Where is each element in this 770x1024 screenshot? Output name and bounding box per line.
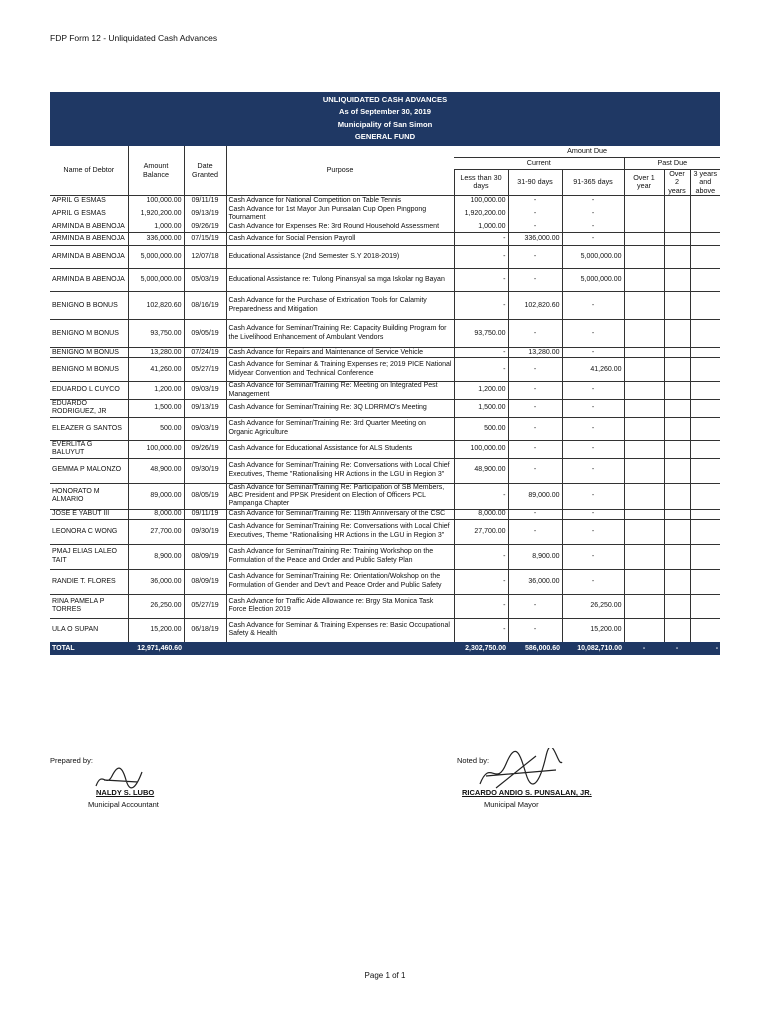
d91-365-value: - [562,440,624,458]
three-years-above-value [690,594,720,618]
table-row [50,483,720,509]
date-granted: 06/18/19 [184,618,226,642]
over-1-year-value [624,348,664,358]
total-row [50,642,720,655]
over-2-years-value [664,382,690,400]
table-row [50,569,720,594]
d91-365-value: - [562,223,624,233]
over-2-years-value [664,509,690,519]
debtor-name: RINA PAMELA P TORRES [50,594,128,618]
over-1-year-value [624,509,664,519]
total-over-2-years: - [664,642,690,655]
d31-90-value: 36,000.00 [508,569,562,594]
over-2-years-value [664,348,690,358]
d31-90-value: - [508,223,562,233]
amount-balance: 100,000.00 [128,196,184,206]
header-past-due: Past Due [624,157,720,169]
date-granted: 09/26/19 [184,223,226,233]
three-years-above-value [690,358,720,382]
date-granted: 09/13/19 [184,206,226,223]
header-name-of-debtor: Name of Debtor [50,146,128,196]
total-over-1-year: - [624,642,664,655]
table-row [50,358,720,382]
purpose-text: Cash Advance for Seminar/Training Re: Meeting on Integrated Pest Management [226,382,454,400]
date-granted: 08/09/19 [184,544,226,569]
debtor-name: APRIL G ESMAS [50,206,128,223]
d91-365-value: - [562,382,624,400]
report-fund: GENERAL FUND [354,132,416,142]
date-granted: 09/30/19 [184,519,226,544]
debtor-name: EDUARDO RODRIGUEZ, JR [50,399,128,417]
less-than-30-value: 500.00 [454,417,508,440]
d91-365-value: - [562,233,624,246]
table-row [50,509,720,519]
three-years-above-value [690,440,720,458]
d31-90-value: 336,000.00 [508,233,562,246]
d31-90-value: - [508,246,562,269]
amount-balance: 1,500.00 [128,399,184,417]
three-years-above-value [690,519,720,544]
form-name: FDP Form 12 - Unliquidated Cash Advances [50,33,218,43]
table-row [50,292,720,320]
d91-365-value: - [562,483,624,509]
d31-90-value: 89,000.00 [508,483,562,509]
less-than-30-value: - [454,569,508,594]
less-than-30-value: - [454,246,508,269]
over-2-years-value [664,399,690,417]
table-row [50,348,720,358]
d91-365-value: - [562,569,624,594]
date-granted: 08/16/19 [184,292,226,320]
three-years-above-value [690,196,720,206]
header-91-365: 91-365 days [562,169,624,196]
table-row [50,440,720,458]
d31-90-value: 8,900.00 [508,544,562,569]
debtor-name: ELEAZER G SANTOS [50,417,128,440]
amount-balance: 336,000.00 [128,233,184,246]
table-row [50,544,720,569]
less-than-30-value: - [454,594,508,618]
less-than-30-value: 48,900.00 [454,458,508,483]
noted-name: RICARDO ANDIO S. PUNSALAN, JR. [462,788,592,797]
total-91-365: 10,082,710.00 [562,642,624,655]
over-2-years-value [664,440,690,458]
total-less-than-30: 2,302,750.00 [454,642,508,655]
over-2-years-value [664,196,690,206]
d91-365-value: 15,200.00 [562,618,624,642]
less-than-30-value: 1,920,200.00 [454,206,508,223]
report-banner [50,92,720,146]
over-1-year-value [624,358,664,382]
over-1-year-value [624,569,664,594]
over-2-years-value [664,483,690,509]
noted-title: Municipal Mayor [484,800,539,809]
less-than-30-value: - [454,544,508,569]
less-than-30-value: - [454,618,508,642]
three-years-above-value [690,348,720,358]
over-2-years-value [664,292,690,320]
table-row [50,618,720,642]
less-than-30-value: 100,000.00 [454,196,508,206]
over-1-year-value [624,233,664,246]
less-than-30-value: 27,700.00 [454,519,508,544]
over-1-year-value [624,320,664,348]
date-granted: 08/05/19 [184,483,226,509]
table-row [50,519,720,544]
amount-balance: 1,000.00 [128,223,184,233]
three-years-above-value [690,320,720,348]
three-years-above-value [690,382,720,400]
d31-90-value: - [508,458,562,483]
purpose-text: Cash Advance for the Purchase of Extrication Tools for Calamity Preparedness and Mitigation [226,292,454,320]
amount-balance: 1,200.00 [128,382,184,400]
date-granted: 09/03/19 [184,417,226,440]
three-years-above-value [690,417,720,440]
over-1-year-value [624,206,664,223]
three-years-above-value [690,292,720,320]
header-over-1-year: Over 1 year [624,169,664,196]
d91-365-value: - [562,544,624,569]
over-1-year-value [624,544,664,569]
purpose-text: Cash Advance for Traffic Aide Allowance re: Brgy Sta Monica Task Force Election 2019 [226,594,454,618]
total-label: TOTAL [50,642,128,655]
amount-balance: 48,900.00 [128,458,184,483]
d31-90-value: - [508,358,562,382]
header-less-than-30: Less than 30 days [454,169,508,196]
d31-90-value: - [508,618,562,642]
d91-365-value: - [562,348,624,358]
total-3-years-above: - [690,642,720,655]
d31-90-value: - [508,509,562,519]
purpose-text: Cash Advance for Seminar/Training Re: Orientation/Wokshop on the Formulation of Gender and Dev't and Peace Order and Public Safety [226,569,454,594]
three-years-above-value [690,246,720,269]
amount-balance: 13,280.00 [128,348,184,358]
less-than-30-value: 100,000.00 [454,440,508,458]
d91-365-value: - [562,196,624,206]
purpose-text: Cash Advance for Educational Assistance for ALS Students [226,440,454,458]
date-granted: 05/03/19 [184,269,226,292]
table-row [50,320,720,348]
d31-90-value: - [508,320,562,348]
less-than-30-value: - [454,292,508,320]
less-than-30-value: 8,000.00 [454,509,508,519]
amount-balance: 26,250.00 [128,594,184,618]
debtor-name: EDUARDO L CUYCO [50,382,128,400]
over-1-year-value [624,382,664,400]
table-row [50,399,720,417]
header-purpose: Purpose [226,146,454,196]
d31-90-value: - [508,196,562,206]
noted-signature-icon [476,748,566,792]
header-date-granted: Date Granted [184,146,226,196]
amount-balance: 100,000.00 [128,440,184,458]
debtor-name: RANDIE T. FLORES [50,569,128,594]
debtor-name: ULA O SUPAN [50,618,128,642]
date-granted: 09/26/19 [184,440,226,458]
debtor-name: PMAJ ELIAS LALEO TAIT [50,544,128,569]
purpose-text: Cash Advance for Seminar/Training Re: Participation of SB Members, ABC President and PPSK President on Election of Officers PCL Pampanga Chapter [226,483,454,509]
debtor-name: BENIGNO M BONUS [50,320,128,348]
date-granted: 09/03/19 [184,382,226,400]
less-than-30-value: 1,200.00 [454,382,508,400]
three-years-above-value [690,483,720,509]
over-2-years-value [664,519,690,544]
d91-365-value: - [562,206,624,223]
purpose-text: Educational Assistance (2nd Semester S.Y 2018-2019) [226,246,454,269]
over-1-year-value [624,440,664,458]
date-granted: 09/11/19 [184,509,226,519]
debtor-name: GEMMA P MALONZO [50,458,128,483]
three-years-above-value [690,509,720,519]
amount-balance: 15,200.00 [128,618,184,642]
debtor-name: ARMINDA B ABENOJA [50,233,128,246]
amount-balance: 5,000,000.00 [128,269,184,292]
amount-balance: 5,000,000.00 [128,246,184,269]
header-amount-due: Amount Due [454,146,720,157]
purpose-text: Cash Advance for Seminar/Training Re: 3Q LDRRMO's Meeting [226,399,454,417]
table-body [50,196,720,642]
amount-balance: 8,900.00 [128,544,184,569]
cash-advances-table [50,146,720,655]
over-2-years-value [664,417,690,440]
d31-90-value: 102,820.60 [508,292,562,320]
d91-365-value: - [562,320,624,348]
three-years-above-value [690,458,720,483]
over-2-years-value [664,320,690,348]
over-1-year-value [624,399,664,417]
purpose-text: Cash Advance for Seminar/Training Re: 3rd Quarter Meeting on Organic Agriculture [226,417,454,440]
debtor-name: BENIGNO B BONUS [50,292,128,320]
three-years-above-value [690,569,720,594]
d31-90-value: 13,280.00 [508,348,562,358]
over-2-years-value [664,223,690,233]
debtor-name: BENIGNO M BONUS [50,348,128,358]
noted-by-label: Noted by: [457,756,490,765]
debtor-name: LEONORA C WONG [50,519,128,544]
header-3-years-above: 3 years and above [690,169,720,196]
amount-balance: 8,000.00 [128,509,184,519]
d91-365-value: - [562,519,624,544]
less-than-30-value: - [454,483,508,509]
d91-365-value: 26,250.00 [562,594,624,618]
d31-90-value: - [508,269,562,292]
over-1-year-value [624,269,664,292]
table-row [50,594,720,618]
purpose-text: Cash Advance for Seminar & Training Expenses re: Basic Occupational Safety & Health [226,618,454,642]
over-2-years-value [664,206,690,223]
d91-365-value: - [562,458,624,483]
over-1-year-value [624,594,664,618]
three-years-above-value [690,223,720,233]
date-granted: 05/27/19 [184,358,226,382]
three-years-above-value [690,618,720,642]
purpose-text: Cash Advance for Social Pension Payroll [226,233,454,246]
debtor-name: APRIL G ESMAS [50,196,128,206]
header-31-90: 31-90 days [508,169,562,196]
three-years-above-value [690,399,720,417]
purpose-text: Cash Advance for Seminar/Training Re: 119th Anniversary of the CSC [226,509,454,519]
debtor-name: ARMINDA B ABENOJA [50,223,128,233]
table-row [50,246,720,269]
table-row [50,196,720,206]
over-1-year-value [624,483,664,509]
over-1-year-value [624,196,664,206]
d31-90-value: - [508,594,562,618]
prepared-name: NALDY S. LUBO [96,788,155,797]
over-2-years-value [664,458,690,483]
purpose-text: Cash Advance for Seminar & Training Expenses re; 2019 PICE National Midyear Convention and Technical Conference [226,358,454,382]
amount-balance: 36,000.00 [128,569,184,594]
purpose-text: Educational Assistance re: Tulong Pinansyal sa mga Iskolar ng Bayan [226,269,454,292]
over-1-year-value [624,417,664,440]
over-2-years-value [664,246,690,269]
date-granted: 09/05/19 [184,320,226,348]
three-years-above-value [690,269,720,292]
d31-90-value: - [508,417,562,440]
over-2-years-value [664,594,690,618]
over-2-years-value [664,544,690,569]
table-row [50,206,720,223]
less-than-30-value: 93,750.00 [454,320,508,348]
prepared-by-label: Prepared by: [50,756,93,765]
date-granted: 09/30/19 [184,458,226,483]
date-granted: 08/09/19 [184,569,226,594]
date-granted: 09/11/19 [184,196,226,206]
d31-90-value: - [508,440,562,458]
debtor-name: EVERLITA G BALUYUT [50,440,128,458]
date-granted: 09/13/19 [184,399,226,417]
table-row [50,269,720,292]
purpose-text: Cash Advance for Seminar/Training Re: Conversations with Local Chief Executives, Theme "Rationalising HR Actions in the LGU in Region 3" [226,519,454,544]
table-row [50,458,720,483]
amount-balance: 102,820.60 [128,292,184,320]
purpose-text: Cash Advance for Seminar/Training Re: Conversations with Local Chief Executives, Theme "Rationalising HR Actions in the LGU in Region 3" [226,458,454,483]
debtor-name: JOSE E YABUT III [50,509,128,519]
purpose-text: Cash Advance for National Competition on Table Tennis [226,196,454,206]
over-2-years-value [664,618,690,642]
header-over-2-years: Over 2 years [664,169,690,196]
amount-balance: 93,750.00 [128,320,184,348]
page-number: Page 1 of 1 [364,971,406,980]
d91-365-value: 41,260.00 [562,358,624,382]
less-than-30-value: - [454,358,508,382]
debtor-name: BENIGNO M BONUS [50,358,128,382]
over-2-years-value [664,569,690,594]
table-row [50,417,720,440]
debtor-name: ARMINDA B ABENOJA [50,269,128,292]
purpose-text: Cash Advance for Expenses Re: 3rd Round Household Assessment [226,223,454,233]
report-title: UNLIQUIDATED CASH ADVANCES [322,95,448,104]
d91-365-value: - [562,417,624,440]
amount-balance: 89,000.00 [128,483,184,509]
d31-90-value: - [508,399,562,417]
amount-balance: 41,260.00 [128,358,184,382]
d31-90-value: - [508,206,562,223]
less-than-30-value: - [454,348,508,358]
d91-365-value: - [562,292,624,320]
less-than-30-value: 1,000.00 [454,223,508,233]
over-1-year-value [624,246,664,269]
less-than-30-value: 1,500.00 [454,399,508,417]
date-granted: 07/24/19 [184,348,226,358]
prepared-title: Municipal Accountant [88,800,159,809]
date-granted: 05/27/19 [184,594,226,618]
d91-365-value: - [562,399,624,417]
d31-90-value: - [508,382,562,400]
header-amount-balance: Amount Balance [128,146,184,196]
report-municipality: Municipality of San Simon [337,119,433,129]
purpose-text: Cash Advance for Seminar/Training Re: Capacity Building Program for the Livelihood Enhancement of Ambulant Vendors [226,320,454,348]
over-2-years-value [664,233,690,246]
table-row [50,382,720,400]
less-than-30-value: - [454,233,508,246]
three-years-above-value [690,544,720,569]
d31-90-value: - [508,519,562,544]
debtor-name: HONORATO M ALMARIO [50,483,128,509]
d91-365-value: - [562,509,624,519]
over-1-year-value [624,292,664,320]
debtor-name: ARMINDA B ABENOJA [50,246,128,269]
purpose-text: Cash Advance for Repairs and Maintenance of Service Vehicle [226,348,454,358]
over-2-years-value [664,358,690,382]
table-row [50,233,720,246]
over-1-year-value [624,223,664,233]
report [50,92,720,655]
amount-balance: 27,700.00 [128,519,184,544]
over-1-year-value [624,519,664,544]
table-row [50,223,720,233]
purpose-text: Cash Advance for 1st Mayor Jun Punsalan Cup Open Pingpong Tournament [226,206,454,223]
amount-balance: 500.00 [128,417,184,440]
over-1-year-value [624,618,664,642]
three-years-above-value [690,233,720,246]
total-amount: 12,971,460.60 [128,642,184,655]
d91-365-value: 5,000,000.00 [562,269,624,292]
over-1-year-value [624,458,664,483]
date-granted: 12/07/18 [184,246,226,269]
d91-365-value: 5,000,000.00 [562,246,624,269]
less-than-30-value: - [454,269,508,292]
purpose-text: Cash Advance for Seminar/Training Re: Training Workshop on the Formulation of the Peace and Order and Public Safety Plan [226,544,454,569]
header-current: Current [454,157,624,169]
over-2-years-value [664,269,690,292]
total-31-90: 586,000.60 [508,642,562,655]
three-years-above-value [690,206,720,223]
amount-balance: 1,920,200.00 [128,206,184,223]
date-granted: 07/15/19 [184,233,226,246]
report-as-of: As of September 30, 2019 [338,107,431,117]
